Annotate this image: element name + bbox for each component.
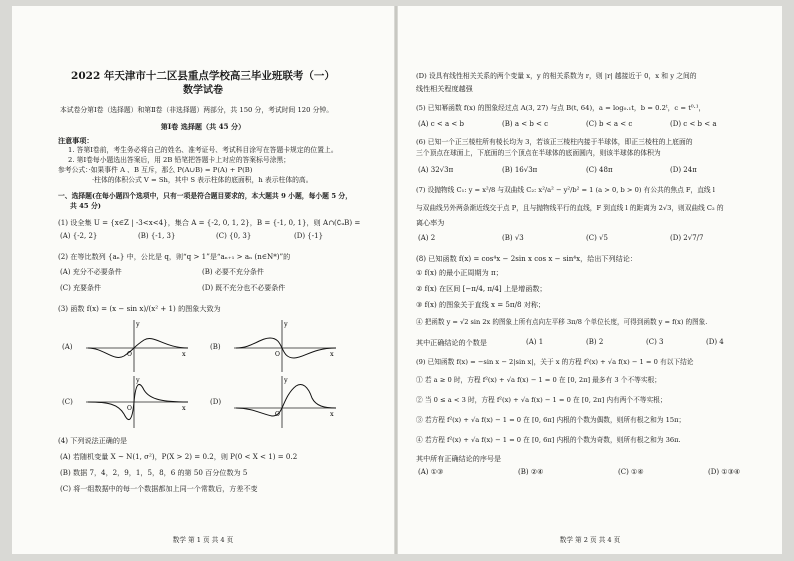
q8-item-2: ② f(x) 在区间 [−π/4, π/4] 上是增函数； [416, 284, 547, 293]
option-a: (A) 充分不必要条件 [60, 268, 122, 276]
choice-intro: 一、选择题(在每小题四个选项中，只有一项是符合题目要求的，本大题共 9 小题，每小题 5 分， [58, 192, 353, 200]
q7-stem: (7) 设抛物线 C₁: y = x²/8 与双曲线 C₂: x²/a² − y²/b² = 1 (a > 0, b > 0) 有公共的焦点 F，直线 l [416, 186, 715, 194]
page-gutter [395, 6, 397, 554]
graph-b-label: (B) [210, 343, 221, 351]
q8-question: 其中正确结论的个数是 [416, 338, 487, 347]
q4-option-d-tail: 线性相关程度越强 [416, 84, 473, 93]
note-line: 2. 第Ⅰ卷每小题选出答案后，用 2B 铅笔把答题卡上对应的答案标号涂黑； [68, 156, 291, 164]
option-c: (C) √5 [586, 234, 608, 242]
q8-item-3: ③ f(x) 的图象关于直线 x = 5π/8 对称； [416, 300, 546, 309]
option-d: (D) 24π [670, 166, 697, 174]
axis-y-label: y [136, 376, 140, 384]
exam-page-2 [398, 6, 782, 554]
q4-option-c: (C) 将一组数据中的每一个数据都加上同一个常数后，方差不变 [60, 484, 258, 493]
q6-stem: (6) 已知一个正三棱柱所有棱长均为 3，若该正三棱柱内接于半球体，即正三棱柱的上底面的 [416, 138, 693, 146]
q1-stem: (1) 设全集 U = {x∈Z | -3<x<4}，集合 A = {-2, 0, 1, 2}，B = {-1, 0, 1}，则 A∩(∁ᵤB) = [58, 218, 361, 227]
option-a: (A) c < a < b [418, 120, 464, 128]
graph-a-label: (A) [62, 343, 73, 351]
option-b: (B) {-1, 3} [138, 232, 176, 240]
q9-stem: (9) 已知函数 f(x) = −sin x − 2|sin x|，关于 x 的方程 f²(x) + √a f(x) − 1 = 0 有以下结论 [416, 358, 694, 366]
option-c: (C) b < a < c [586, 120, 633, 128]
q8-stem: (8) 已知函数 f(x) = cos⁴x − 2sin x cos x − sin⁴x，给出下列结论： [416, 254, 637, 263]
option-c: (C) 3 [646, 338, 664, 346]
q4-option-d: (D) 设具有线性相关关系的两个变量 x，y 的相关系数为 r，则 |r| 越接近于 0，x 和 y 之间的 [416, 72, 697, 80]
option-a: (A) {-2, 2} [60, 232, 98, 240]
axis-y-label: y [284, 376, 288, 384]
note-line: 参考公式：·如果事件 A 、B 互斥，那么 P(A∪B) = P(A) + P(B) [58, 166, 253, 174]
graph-d-label: (D) [210, 398, 222, 406]
q6-stem-tail: 三个顶点在球面上，下底面的三个顶点在半球体的底面圆内，则该半球体的体积为 [416, 149, 661, 157]
option-d: (D) ①③④ [708, 468, 741, 476]
q5-stem: (5) 已知幂函数 f(x) 的图象经过点 A(3, 27) 与点 B(t, 64)，a = log₀.₁t，b = 0.2ᵗ，c = t⁰·¹， [416, 104, 706, 112]
option-b: (B) 必要不充分条件 [202, 268, 264, 276]
q9-question: 其中所有正确结论的序号是 [416, 454, 502, 463]
option-b: (B) a < b < c [502, 120, 549, 128]
q9-item-3: ③ 若方程 f²(x) + √a f(x) − 1 = 0 在 [0, 6π] 内根的个数为偶数，则所有根之和为 15π； [416, 416, 686, 424]
option-a: (A) ①③ [418, 468, 444, 476]
origin-label: O [127, 405, 132, 412]
option-c: (C) 48π [586, 166, 613, 174]
q9-item-2: ② 当 0 ≤ a < 3 时，方程 f²(x) + √a f(x) − 1 = 0 在 [0, 2π] 内有两个不等实根； [416, 396, 667, 404]
notes-title: 注意事项： [58, 136, 94, 145]
note-line: ·柱体的体积公式 V = Sh，其中 S 表示柱体的底面积，h 表示柱体的高。 [92, 176, 313, 184]
graph-c-label: (C) [62, 398, 73, 406]
q8-item-4: ④ 把函数 y = √2 sin 2x 的图象上所有点向左平移 3π/8 个单位长度，可得到函数 y = f(x) 的图象. [416, 318, 708, 326]
exam-subtitle: 数学试卷 [183, 85, 223, 96]
option-d: (D) {-1} [294, 232, 324, 240]
option-b: (B) ②④ [518, 468, 544, 476]
graph-d [232, 374, 340, 430]
graph-c [84, 374, 192, 430]
graph-b [232, 318, 340, 374]
option-a: (A) 2 [418, 234, 436, 242]
choice-intro-tail: 共 45 分) [70, 202, 102, 210]
option-d: (D) c < b < a [670, 120, 717, 128]
q3-stem: (3) 函数 f(x) = (x − sin x)/(x² + 1) 的图象大致为 [58, 304, 221, 313]
axis-x-label: x [182, 350, 186, 358]
note-line: 1. 答第Ⅰ卷前，考生务必将自己的姓名、准考证号、考试科目涂写在答题卡规定的位置上。 [68, 146, 338, 154]
q9-item-1: ① 若 a ≥ 0 时，方程 f²(x) + √a f(x) − 1 = 0 在 [0, 2π] 最多有 3 个不等实根； [416, 376, 661, 384]
graph-a [84, 318, 192, 374]
option-b: (B) 2 [586, 338, 604, 346]
option-a: (A) 1 [526, 338, 544, 346]
q9-item-4: ④ 若方程 f²(x) + √a f(x) − 1 = 0 在 [0, 6π] 内根的个数为奇数，则所有根之和为 36π. [416, 436, 681, 444]
curve [236, 385, 336, 417]
origin-label: O [275, 411, 280, 418]
option-b: (B) √3 [502, 234, 524, 242]
option-c: (C) 充要条件 [60, 284, 102, 292]
section-header: 第Ⅰ卷 选择题（共 45 分） [160, 122, 246, 131]
axis-y-label: y [284, 320, 288, 328]
q2-stem: (2) 在等比数列 {aₙ} 中，公比是 q，则“q > 1”是“aₙ₊₁ > aₙ (n∈N*)”的 [58, 252, 291, 261]
option-c: (C) {0, 3} [216, 232, 252, 240]
option-c: (C) ①④ [618, 468, 644, 476]
option-d: (D) 4 [706, 338, 724, 346]
option-d: (D) 2√7/7 [670, 234, 704, 242]
q4-option-a: (A) 若随机变量 X ~ N(1, σ²)，P(X > 2) = 0.2，则 P(0 < X < 1) = 0.2 [60, 452, 298, 461]
q7-stem-line2: 与双曲线另外两条渐近线交于点 P，且与抛物线平行的直线，F 到直线 l 的距离为 2√3，则双曲线 C₂ 的 [416, 204, 724, 212]
q7-stem-line3: 离心率为 [416, 218, 445, 227]
q4-option-b: (B) 数据 7，4，2，9，1，5，8，6 的第 50 百分位数为 5 [60, 468, 248, 477]
exam-page-1 [12, 6, 394, 554]
axis-x-label: x [330, 410, 334, 418]
q8-item-1: ① f(x) 的最小正周期为 π； [416, 268, 503, 277]
exam-title: 2022 年天津市十二区县重点学校高三毕业班联考（一） [71, 70, 335, 82]
axis-x-label: x [330, 350, 334, 358]
exam-intro: 本试卷分第Ⅰ卷（选择题）和第Ⅱ卷（非选择题）两部分，共 150 分，考试时间 120 分钟。 [60, 106, 333, 114]
option-b: (B) 16√3π [502, 166, 538, 174]
page-footer: 数学 第 1 页 共 4 页 [172, 536, 234, 544]
axis-x-label: x [182, 404, 186, 412]
axis-y-label: y [136, 320, 140, 328]
option-d: (D) 既不充分也不必要条件 [202, 284, 286, 292]
q4-stem: (4) 下列说法正确的是 [58, 436, 128, 445]
option-a: (A) 32√3π [418, 166, 454, 174]
origin-label: O [275, 351, 280, 358]
origin-label: O [127, 351, 132, 358]
page-footer: 数学 第 2 页 共 4 页 [559, 536, 621, 544]
